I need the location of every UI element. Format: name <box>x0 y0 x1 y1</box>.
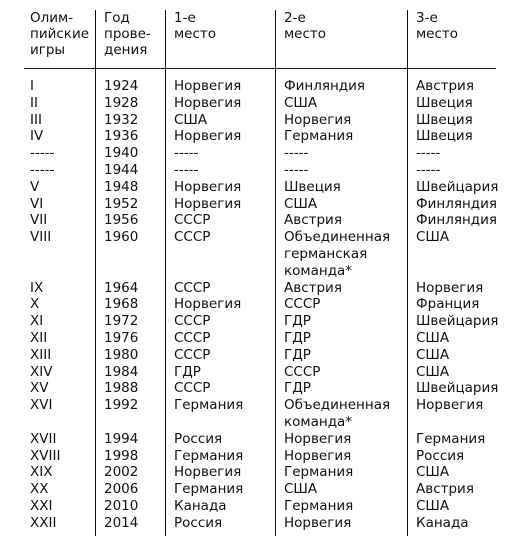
cell-year: 1984 <box>104 363 139 380</box>
cell-games: XVIII <box>30 447 61 464</box>
table-header <box>0 10 523 68</box>
cell-first: СССР <box>174 212 211 229</box>
cell-first: СССР <box>174 313 211 330</box>
table-row <box>0 364 523 381</box>
cell-year: 1940 <box>104 145 139 162</box>
cell-year: 1992 <box>104 397 139 414</box>
cell-third: США <box>416 363 450 380</box>
cell-third: Франция <box>416 296 480 313</box>
table-row <box>0 330 523 347</box>
cell-games: XII <box>30 329 48 346</box>
table-row <box>0 280 523 297</box>
cell-year: 1998 <box>104 447 139 464</box>
cell-year: 1928 <box>104 94 139 111</box>
cell-second: Норвегия <box>284 430 352 447</box>
cell-games: XXII <box>30 514 57 531</box>
table-row <box>0 179 523 196</box>
cell-third: США <box>416 346 450 363</box>
cell-year: 1994 <box>104 430 139 447</box>
cell-second: Норвегия <box>284 514 352 531</box>
cell-second: Норвегия <box>284 111 352 128</box>
cell-games: VII <box>30 212 48 229</box>
cell-year: 2002 <box>104 464 139 481</box>
cell-first: Канада <box>174 497 227 514</box>
table-row <box>0 515 523 532</box>
table-row <box>0 347 523 364</box>
cell-second: Финляндия <box>284 78 366 94</box>
cell-first: Норвегия <box>174 464 242 481</box>
table-row <box>0 431 523 448</box>
cell-games: XX <box>30 481 49 498</box>
cell-year: 1948 <box>104 178 139 195</box>
cell-games: ----- <box>30 145 55 162</box>
cell-games: VI <box>30 195 44 212</box>
header-third-place: 3-е место <box>416 10 459 42</box>
cell-third: Австрия <box>416 78 474 94</box>
cell-first: СССР <box>174 229 211 246</box>
cell-first: Россия <box>174 514 223 531</box>
cell-third: Швеция <box>416 128 473 145</box>
header-first-place: 1-е место <box>174 10 217 42</box>
cell-second: Германия <box>284 464 354 481</box>
cell-second: ГДР <box>284 313 311 330</box>
cell-second: Австрия <box>284 279 342 296</box>
cell-second: США <box>284 481 318 498</box>
table-row <box>0 78 523 95</box>
cell-second: США <box>284 94 318 111</box>
cell-first: СССР <box>174 346 211 363</box>
cell-year: 1932 <box>104 111 139 128</box>
cell-third: США <box>416 464 450 481</box>
cell-second: СССР <box>284 363 321 380</box>
cell-second: Германия <box>284 497 354 514</box>
cell-first: Норвегия <box>174 296 242 313</box>
cell-year: 2014 <box>104 514 139 531</box>
cell-third: Германия <box>416 430 486 447</box>
cell-first: Норвегия <box>174 78 242 94</box>
cell-year: 1980 <box>104 346 139 363</box>
cell-second: Швеция <box>284 178 341 195</box>
cell-games: XIX <box>30 464 53 481</box>
cell-games: IV <box>30 128 44 145</box>
table-row <box>0 380 523 397</box>
cell-second: ГДР <box>284 380 311 397</box>
cell-first: Норвегия <box>174 195 242 212</box>
cell-games: VIII <box>30 229 52 246</box>
cell-first: ГДР <box>174 363 201 380</box>
cell-games: ----- <box>30 161 55 178</box>
cell-first: Германия <box>174 447 244 464</box>
cell-year: 2006 <box>104 481 139 498</box>
cell-games: XVI <box>30 397 53 414</box>
cell-third: Канада <box>416 514 469 531</box>
cell-second: Объединенная германская команда* <box>284 229 391 279</box>
table-row <box>0 481 523 498</box>
cell-second: ----- <box>284 161 309 178</box>
cell-third: США <box>416 229 450 246</box>
cell-first: ----- <box>174 161 199 178</box>
cell-games: III <box>30 111 42 128</box>
cell-third: Швейцария <box>416 313 499 330</box>
cell-first: Германия <box>174 481 244 498</box>
cell-third: США <box>416 497 450 514</box>
cell-year: 1968 <box>104 296 139 313</box>
cell-second: СССР <box>284 296 321 313</box>
cell-third: США <box>416 329 450 346</box>
cell-games: IX <box>30 279 44 296</box>
cell-games: XV <box>30 380 49 397</box>
table-row <box>0 95 523 112</box>
cell-second: Норвегия <box>284 447 352 464</box>
table-row <box>0 229 523 279</box>
cell-second: Объединенная команда* <box>284 397 391 430</box>
cell-second: Германия <box>284 128 354 145</box>
cell-first: СССР <box>174 329 211 346</box>
cell-second: США <box>284 195 318 212</box>
table-row <box>0 212 523 229</box>
cell-games: V <box>30 178 40 195</box>
cell-third: Норвегия <box>416 397 484 414</box>
cell-third: Швейцария <box>416 178 499 195</box>
cell-games: X <box>30 296 40 313</box>
table-row <box>0 296 523 313</box>
cell-third: Швеция <box>416 94 473 111</box>
cell-year: 2010 <box>104 497 139 514</box>
cell-games: II <box>30 94 38 111</box>
table-row <box>0 145 523 162</box>
cell-year: 1944 <box>104 161 139 178</box>
cell-third: Финляндия <box>416 195 498 212</box>
header-second-place: 2-е место <box>284 10 327 42</box>
cell-year: 1972 <box>104 313 139 330</box>
cell-second: Австрия <box>284 212 342 229</box>
header-games: Олим- пийские игры <box>30 10 90 58</box>
table-row <box>0 397 523 431</box>
cell-games: XIII <box>30 346 52 363</box>
cell-third: Норвегия <box>416 279 484 296</box>
table-body <box>0 78 523 532</box>
cell-third: Швейцария <box>416 380 499 397</box>
cell-second: ГДР <box>284 329 311 346</box>
cell-second: ----- <box>284 145 309 162</box>
cell-first: Норвегия <box>174 178 242 195</box>
cell-first: Германия <box>174 397 244 414</box>
cell-year: 1956 <box>104 212 139 229</box>
cell-first: Норвегия <box>174 94 242 111</box>
cell-year: 1960 <box>104 229 139 246</box>
cell-year: 1952 <box>104 195 139 212</box>
table-row <box>0 313 523 330</box>
cell-year: 1936 <box>104 128 139 145</box>
table-row <box>0 112 523 129</box>
cell-first: Россия <box>174 430 223 447</box>
cell-games: XIV <box>30 363 53 380</box>
cell-first: СССР <box>174 380 211 397</box>
cell-third: ----- <box>416 145 441 162</box>
cell-first: Норвегия <box>174 128 242 145</box>
cell-third: ----- <box>416 161 441 178</box>
cell-year: 1976 <box>104 329 139 346</box>
cell-third: Финляндия <box>416 212 498 229</box>
cell-games: XXI <box>30 497 53 514</box>
header-year: Год прове- дения <box>104 10 151 58</box>
cell-games: XI <box>30 313 44 330</box>
table-row <box>0 498 523 515</box>
cell-year: 1988 <box>104 380 139 397</box>
cell-second: ГДР <box>284 346 311 363</box>
cell-games: XVII <box>30 430 57 447</box>
cell-first: ----- <box>174 145 199 162</box>
cell-third: Швеция <box>416 111 473 128</box>
table-row <box>0 448 523 465</box>
cell-third: Россия <box>416 447 465 464</box>
table-row <box>0 196 523 213</box>
cell-third: Австрия <box>416 481 474 498</box>
cell-year: 1964 <box>104 279 139 296</box>
cell-first: СССР <box>174 279 211 296</box>
cell-first: США <box>174 111 208 128</box>
cell-games: I <box>30 78 34 94</box>
table-row <box>0 464 523 481</box>
table-row <box>0 128 523 145</box>
cell-year: 1924 <box>104 78 139 94</box>
table-row <box>0 162 523 179</box>
